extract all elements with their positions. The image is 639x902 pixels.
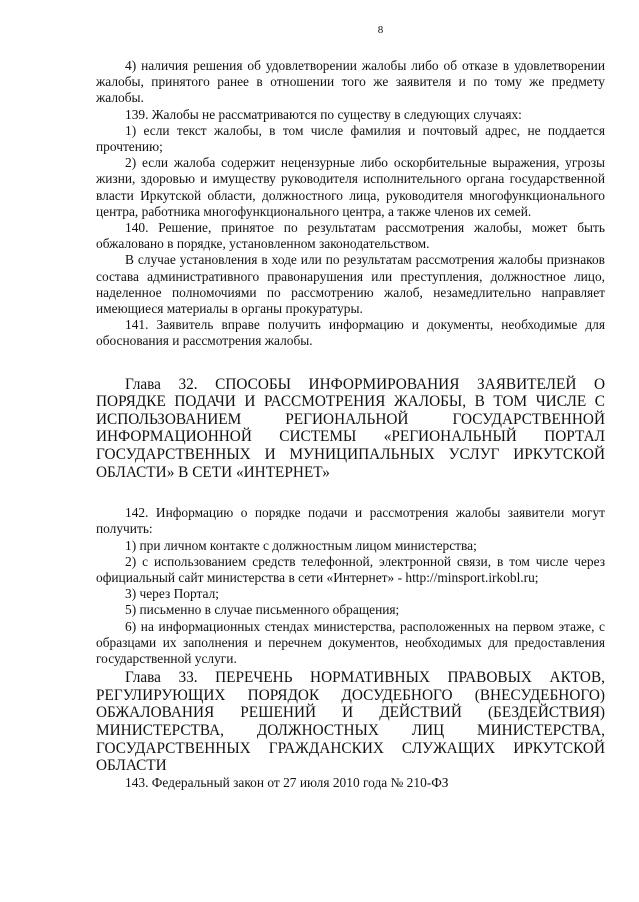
- chapter-33-heading: Глава 33. ПЕРЕЧЕНЬ НОРМАТИВНЫХ ПРАВОВЫХ АКТОВ, РЕГУЛИРУЮЩИХ ПОРЯДОК ДОСУДЕБНОГО (ВНЕСУДЕБНОГО) ОБЖАЛОВАНИЯ РЕШЕНИЙ И ДЕЙСТВИЙ (БЕЗДЕЙСТВИЯ) МИНИСТЕРСТВА, ДОЛЖНОСТНЫХ ЛИЦ МИНИСТЕРСТВА, ГОСУДАРСТВЕННЫХ ГРАЖДАНСКИХ СЛУЖАЩИХ ИРКУТСКОЙ ОБЛАСТИ: [96, 669, 605, 775]
- paragraph-143: 143. Федеральный закон от 27 июля 2010 года № 210-ФЗ: [125, 774, 449, 790]
- chapter-32-heading: Глава 32. СПОСОБЫ ИНФОРМИРОВАНИЯ ЗАЯВИТЕЛЕЙ О ПОРЯДКЕ ПОДАЧИ И РАССМОТРЕНИЯ ЖАЛОБЫ, В ТОМ ЧИСЛЕ С ИСПОЛЬЗОВАНИЕМ РЕГИОНАЛЬНОЙ ГОСУДАРСТВЕННОЙ ИНФОРМАЦИОННОЙ СИСТЕМЫ «РЕГИОНАЛЬНЫЙ ПОРТАЛ ГОСУДАРСТВЕННЫХ И МУНИЦИПАЛЬНЫХ УСЛУГ ИРКУТСКОЙ ОБЛАСТИ» В СЕТИ «ИНТЕРНЕТ»: [96, 375, 605, 481]
- paragraph-139: 139. Жалобы не рассматриваются по существу в следующих случаях:: [125, 106, 522, 122]
- paragraph-142: 142. Информацию о порядке подачи и рассмотрения жалобы заявители могут получить:: [96, 505, 605, 537]
- paragraph-142-item-6: 6) на информационных стендах министерства, расположенных на первом этаже, с образцами их заполнения и перечнем документов, необходимых для предоставления государственной услуги.: [96, 618, 605, 667]
- paragraph-item-4: 4) наличия решения об удовлетворении жалобы либо об отказе в удовлетворении жалобы, принятого ранее в отношении того же заявителя и по тому же предмету жалобы.: [96, 58, 605, 106]
- paragraph-141: 141. Заявитель вправе получить информацию и документы, необходимые для обоснования и рассмотрения жалобы.: [96, 317, 605, 349]
- paragraph-139-item-1: 1) если текст жалобы, в том числе фамилия и почтовый адрес, не поддается прочтению;: [96, 122, 605, 155]
- paragraph-142-item-5: 5) письменно в случае письменного обращения;: [125, 602, 400, 618]
- page-number: 8: [377, 24, 384, 36]
- paragraph-140: 140. Решение, принятое по результатам рассмотрения жалобы, может быть обжаловано в порядке, установленном законодательством.: [96, 220, 605, 252]
- paragraph-142-item-1: 1) при личном контакте с должностным лицом министерства;: [125, 537, 477, 553]
- paragraph-142-item-2: 2) с использованием средств телефонной, электронной связи, в том числе через официальный сайт министерства в сети «Интернет» - http://minsport.irkobl.ru;: [96, 553, 605, 586]
- paragraph-140-continued: В случае установления в ходе или по результатам рассмотрения жалобы признаков состава административного правонарушения или преступления, должностное лицо, наделенное полномочиями по рассмотрению жалоб, незамедлительно направляет имеющиеся материалы в органы прокуратуры.: [96, 252, 605, 317]
- paragraph-142-item-3: 3) через Портал;: [125, 586, 219, 602]
- paragraph-139-item-2: 2) если жалоба содержит нецензурные либо оскорбительные выражения, угрозы жизни, здоровью и имуществу руководителя исполнительного органа государственной власти Иркутской области, должностного лица, руководителя многофункционального центра, работника многофункционального центра, а также членов их семей.: [96, 155, 605, 219]
